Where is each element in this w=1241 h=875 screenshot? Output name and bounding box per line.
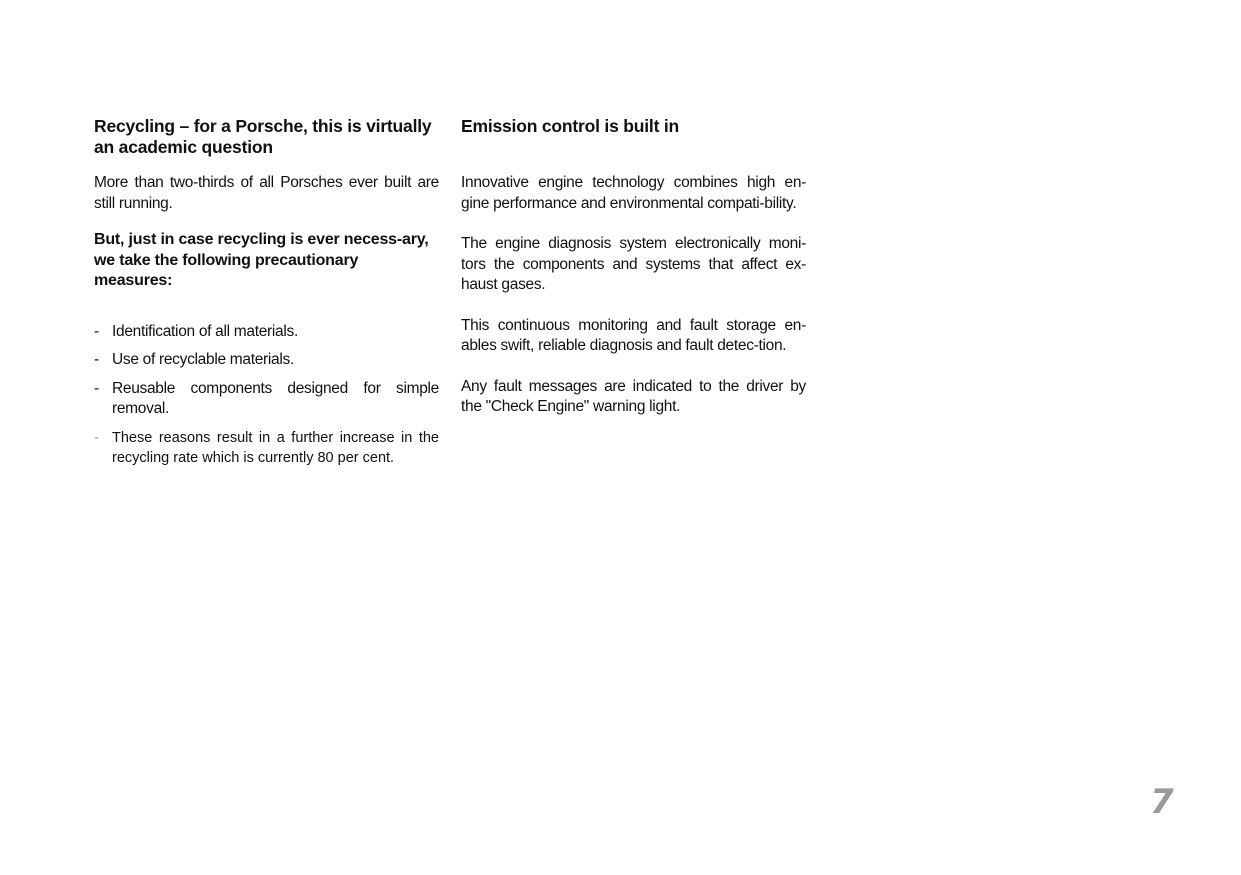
- page-number: 7: [1150, 782, 1174, 822]
- list-item: - Reusable components designed for simple removal.: [94, 379, 439, 417]
- bullet-dash: -: [94, 322, 99, 340]
- list-item: - These reasons result in a further increase in the recycling rate which is currently 80 per cent.: [94, 429, 439, 466]
- bullet-dash: -: [94, 379, 99, 397]
- recycling-subheading: But, just in case recycling is ever necess-ary, we take the following precautionary measures:: [94, 231, 429, 289]
- emission-paragraph: Any fault messages are indicated to the driver by the "Check Engine" warning light.: [461, 377, 806, 415]
- emission-paragraph: Innovative engine technology combines high en-gine performance and environmental compati-bility.: [461, 174, 806, 212]
- list-item: - Identification of all materials.: [94, 322, 439, 343]
- bullet-dash: -: [94, 429, 99, 446]
- recycling-intro: More than two-thirds of all Porsches ever built are still running.: [94, 174, 439, 212]
- left-column: [94, 116, 439, 477]
- bullet-dash: -: [94, 351, 99, 368]
- emission-paragraph: The engine diagnosis system electronically moni-tors the components and systems that affect ex-haust gases.: [461, 235, 806, 293]
- emission-paragraph: This continuous monitoring and fault storage en-ables swift, reliable diagnosis and fault detec-tion.: [461, 316, 806, 354]
- list-item: - Use of recyclable materials.: [94, 350, 439, 371]
- right-column: [461, 116, 806, 438]
- measures-list: [94, 322, 439, 469]
- recycling-heading: Recycling – for a Porsche, this is virtually an academic question: [94, 116, 432, 157]
- emission-heading: Emission control is built in: [461, 116, 680, 136]
